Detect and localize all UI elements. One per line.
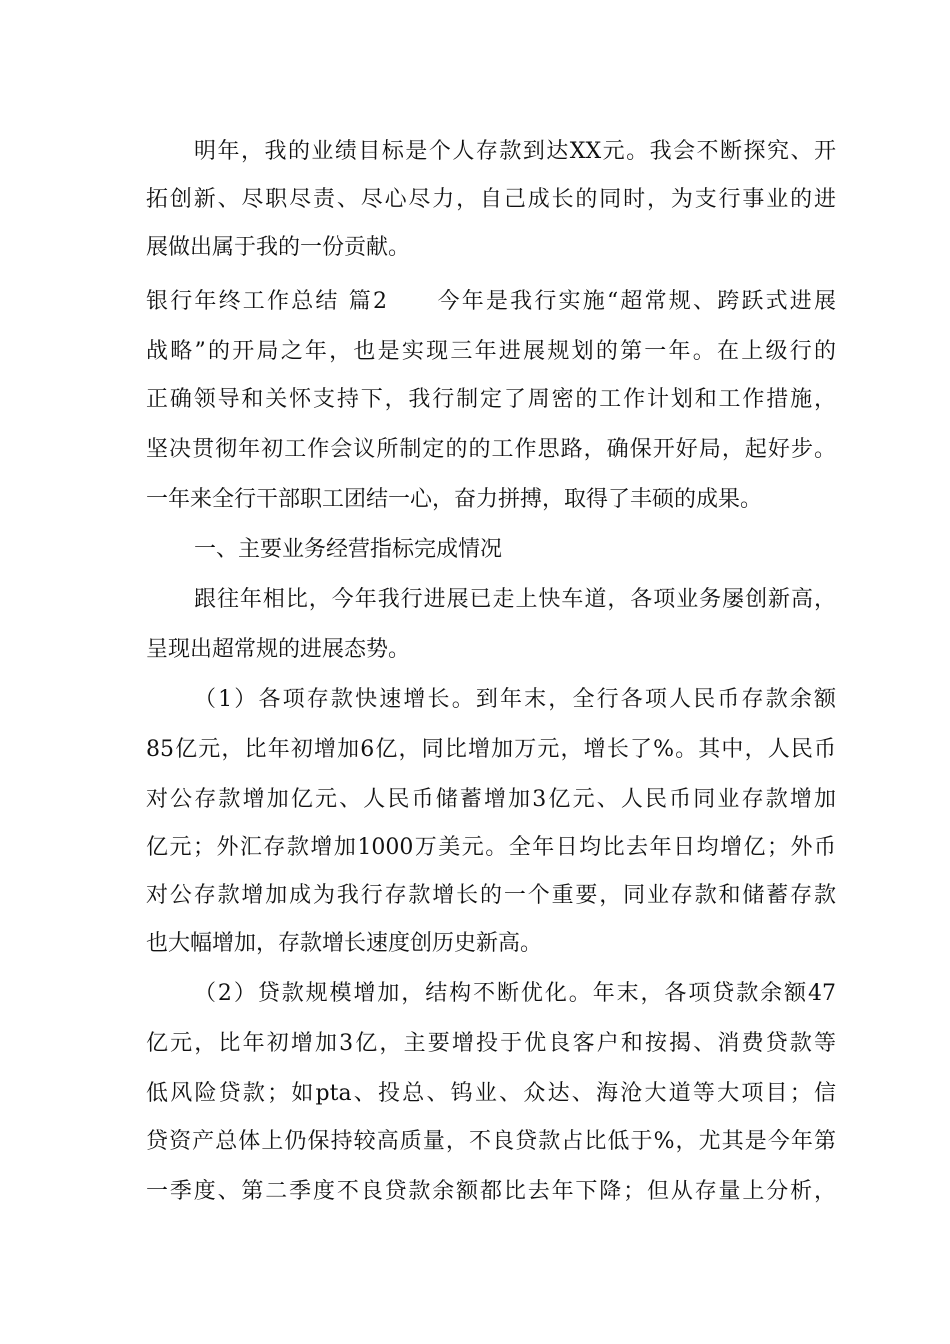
text-line: 呈现出超常规的进展态势。 <box>146 637 411 662</box>
text-line: 85亿元，比年初增加6亿，同比增加万元，增长了%。其中，人民币 <box>146 737 836 762</box>
text-line: （2）贷款规模增加，结构不断优化。年末，各项贷款余额47 <box>194 981 836 1006</box>
text-line: 正确领导和关怀支持下，我行制定了周密的工作计划和工作措施， <box>146 387 836 412</box>
text-line: 亿元，比年初增加3亿，主要增投于优良客户和按揭、消费贷款等 <box>146 1031 836 1056</box>
text-line: （1）各项存款快速增长。到年末，全行各项人民币存款余额 <box>194 687 836 712</box>
text-line: 展做出属于我的一份贡献。 <box>146 235 411 260</box>
text-line: 也大幅增加，存款增长速度创历史新高。 <box>146 931 543 956</box>
text-line: 一季度、第二季度不良贷款余额都比去年下降；但从存量上分析， <box>146 1179 836 1204</box>
text-line: 亿元；外汇存款增加1000万美元。全年日均比去年日均增亿；外币 <box>146 835 836 860</box>
text-line: 对公存款增加亿元、人民币储蓄增加3亿元、人民币同业存款增加 <box>146 787 836 812</box>
text-line: 坚决贯彻年初工作会议所制定的的工作思路，确保开好局，起好步。 <box>146 437 836 462</box>
text-line: 一年来全行干部职工团结一心，奋力拼搏，取得了丰硕的成果。 <box>146 487 763 512</box>
text-line: 明年，我的业绩目标是个人存款到达XX元。我会不断探究、开 <box>194 139 836 164</box>
section-heading-line: 银行年终工作总结 篇2 今年是我行实施“超常规、跨跃式进展 <box>146 289 836 314</box>
subheading-line: 一、主要业务经营指标完成情况 <box>194 537 503 562</box>
text-line: 拓创新、尽职尽责、尽心尽力，自己成长的同时，为支行事业的进 <box>146 187 836 212</box>
text-line: 低风险贷款；如pta、投总、钨业、众达、海沧大道等大项目；信 <box>146 1081 836 1106</box>
text-line: 对公存款增加成为我行存款增长的一个重要，同业存款和储蓄存款 <box>146 883 836 908</box>
text-line: 贷资产总体上仍保持较高质量，不良贷款占比低于%，尤其是今年第 <box>146 1129 836 1154</box>
text-line: 战略”的开局之年，也是实现三年进展规划的第一年。在上级行的 <box>146 339 836 364</box>
text-line: 跟往年相比，今年我行进展已走上快车道，各项业务屡创新高， <box>194 587 836 612</box>
